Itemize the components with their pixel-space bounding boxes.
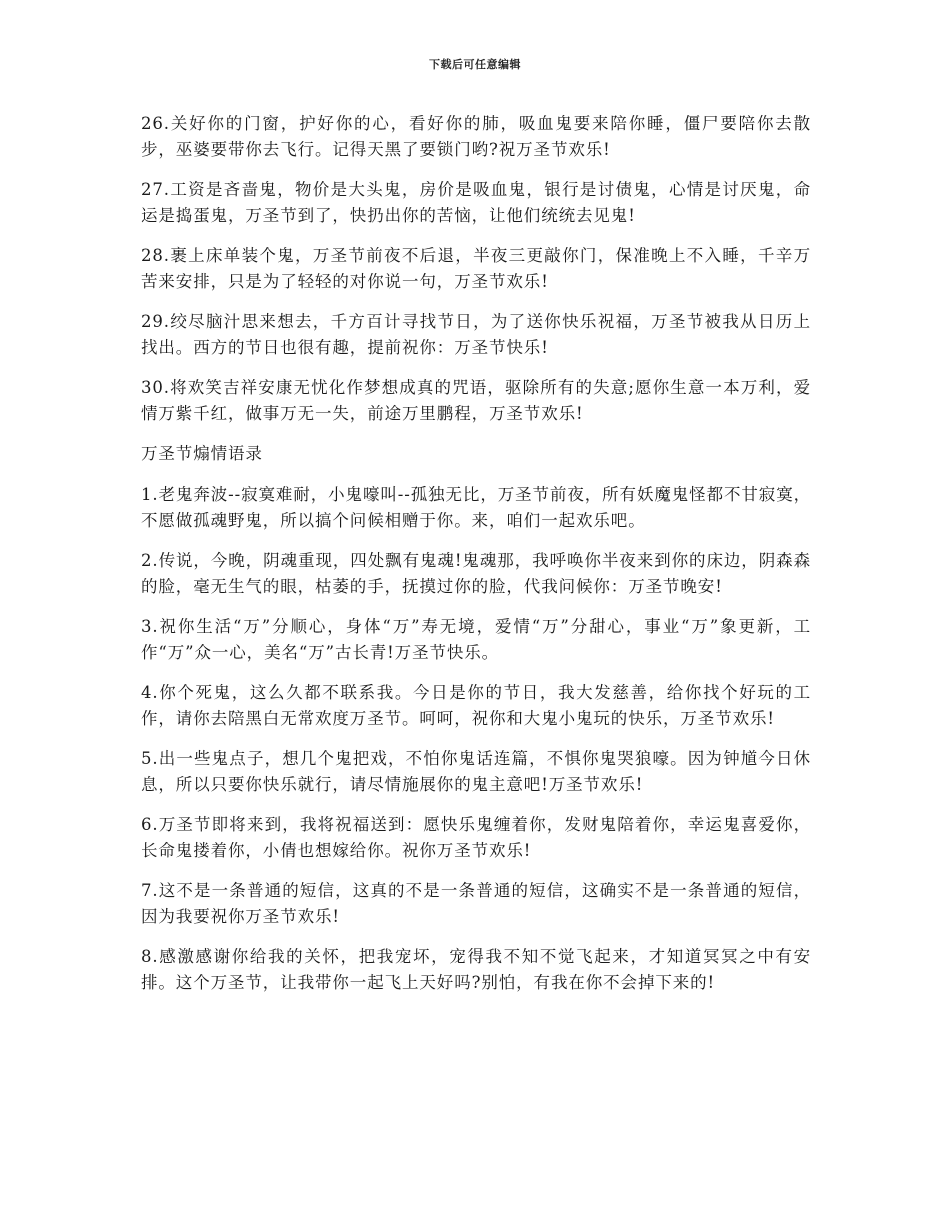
paragraph-27: 27.工资是吝啬鬼，物价是大头鬼，房价是吸血鬼，银行是讨债鬼，心情是讨厌鬼，命运是捣蛋鬼，万圣节到了，快扔出你的苦恼，让他们统统去见鬼! bbox=[141, 180, 811, 225]
paragraph-7: 7.这不是一条普通的短信，这真的不是一条普通的短信，这确实不是一条普通的短信，因为我要祝你万圣节欢乐! bbox=[141, 881, 811, 926]
paragraph-1: 1.老鬼奔波--寂寞难耐，小鬼嚎叫--孤独无比，万圣节前夜，所有妖魔鬼怪都不甘寂寞，不愿做孤魂野鬼，所以搞个问候相赠于你。来，咱们一起欢乐吧。 bbox=[141, 485, 811, 530]
paragraph-26: 26.关好你的门窗，护好你的心，看好你的肺，吸血鬼要来陪你睡，僵尸要陪你去散步，巫婆要带你去飞行。记得天黑了要锁门哟?祝万圣节欢乐! bbox=[141, 114, 811, 159]
page-header: 下载后可任意编辑 bbox=[429, 58, 521, 71]
paragraph-29: 29.绞尽脑汁思来想去，千方百计寻找节日，为了送你快乐祝福，万圣节被我从日历上找出。西方的节日也很有趣，提前祝你：万圣节快乐! bbox=[141, 312, 811, 357]
paragraph-28: 28.裹上床单装个鬼，万圣节前夜不后退，半夜三更敲你门，保准晚上不入睡，千辛万苦来安排，只是为了轻轻的对你说一句，万圣节欢乐! bbox=[141, 246, 811, 291]
paragraph-8: 8.感激感谢你给我的关怀，把我宠坏，宠得我不知不觉飞起来，才知道冥冥之中有安排。这个万圣节，让我带你一起飞上天好吗?别怕，有我在你不会掉下来的! bbox=[141, 947, 811, 992]
paragraph-3: 3.祝你生活“万”分顺心，身体“万”寿无境，爱情“万”分甜心，事业“万”象更新，工作“万”众一心，美名“万”古长青!万圣节快乐。 bbox=[141, 617, 811, 662]
paragraph-30: 30.将欢笑吉祥安康无忧化作梦想成真的咒语，驱除所有的失意;愿你生意一本万利，爱情万紫千红，做事万无一失，前途万里鹏程，万圣节欢乐! bbox=[141, 378, 811, 423]
paragraph-2: 2.传说，今晚，阴魂重现，四处飘有鬼魂!鬼魂那，我呼唤你半夜来到你的床边，阴森森的脸，毫无生气的眼，枯萎的手，抚摸过你的脸，代我问候你：万圣节晚安! bbox=[141, 551, 811, 596]
paragraph-6: 6.万圣节即将来到，我将祝福送到：愿快乐鬼缠着你，发财鬼陪着你，幸运鬼喜爱你，长命鬼搂着你，小倩也想嫁给你。祝你万圣节欢乐! bbox=[141, 815, 811, 860]
paragraph-5: 5.出一些鬼点子，想几个鬼把戏，不怕你鬼话连篇，不惧你鬼哭狼嚎。因为钟馗今日休息，所以只要你快乐就行，请尽情施展你的鬼主意吧!万圣节欢乐! bbox=[141, 749, 811, 794]
paragraph-4: 4.你个死鬼，这么久都不联系我。今日是你的节日，我大发慈善，给你找个好玩的工作，请你去陪黑白无常欢度万圣节。呵呵，祝你和大鬼小鬼玩的快乐，万圣节欢乐! bbox=[141, 683, 811, 728]
section-heading: 万圣节煽情语录 bbox=[141, 444, 263, 463]
document-body bbox=[141, 111, 811, 1010]
